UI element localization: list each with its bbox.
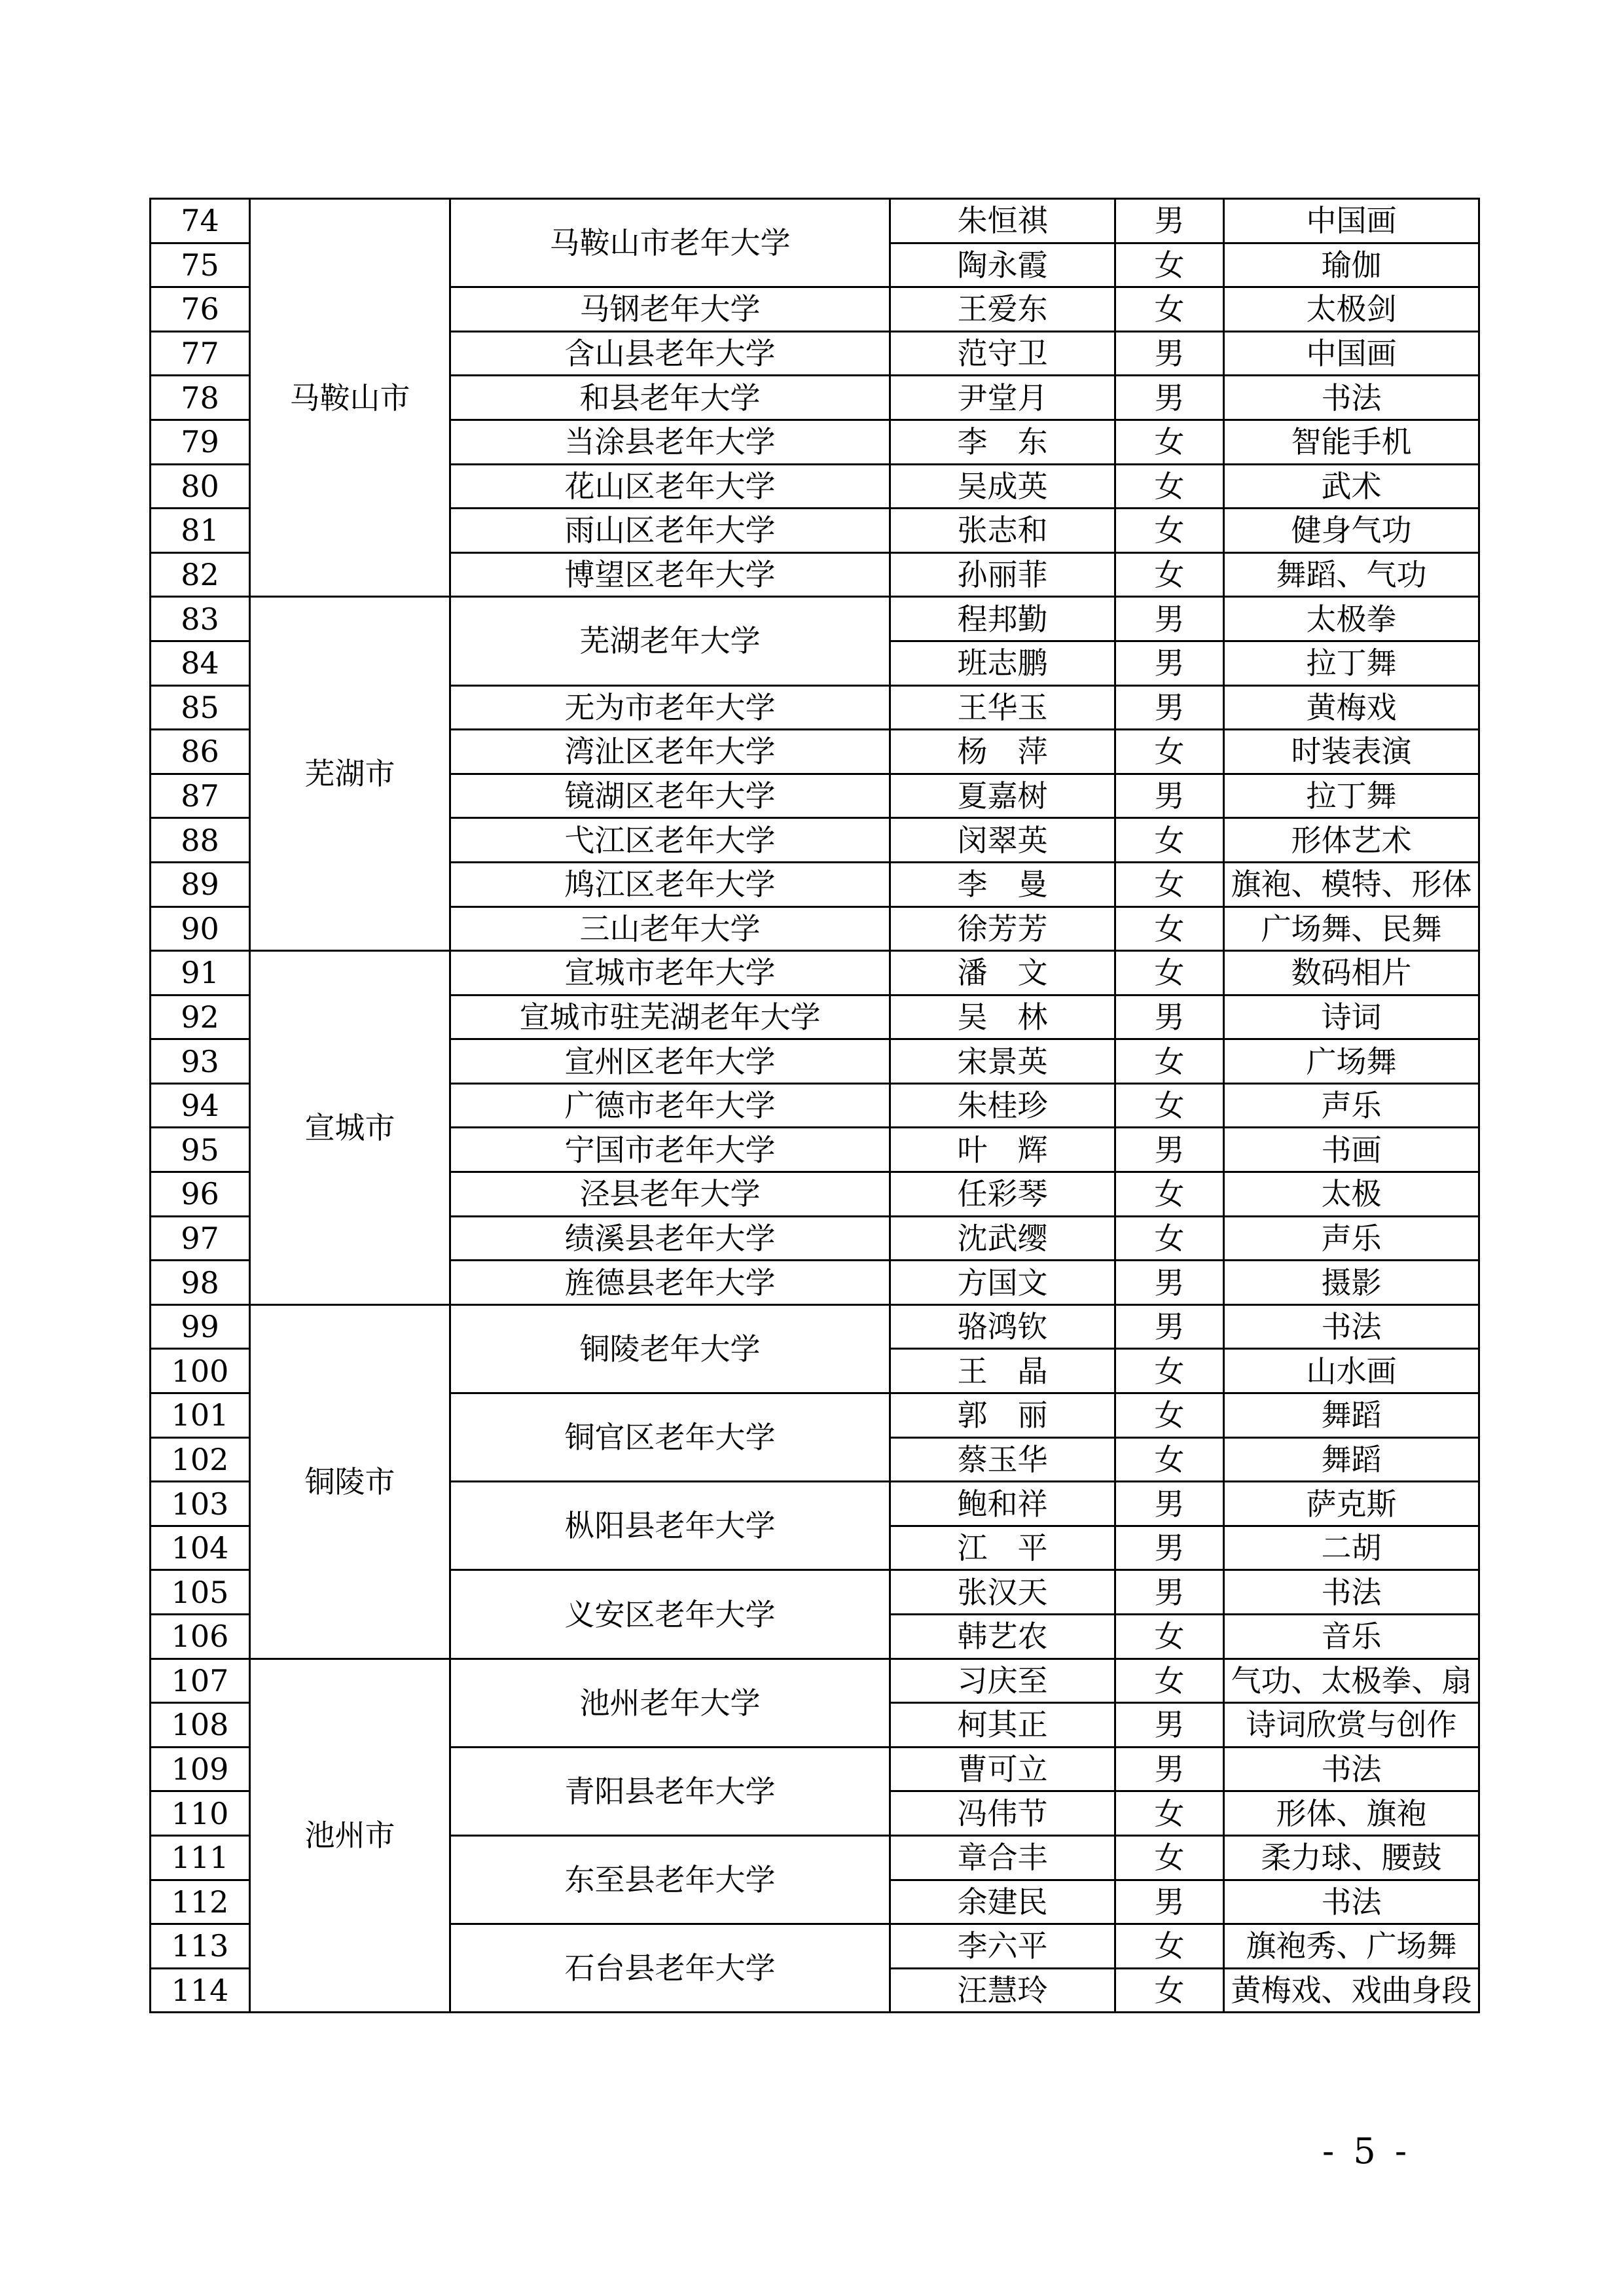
school-cell: 弋江区老年大学	[450, 818, 890, 863]
school-cell: 宣州区老年大学	[450, 1039, 890, 1084]
person-name-cell: 闵翠英	[890, 818, 1115, 863]
specialty-cell: 萨克斯	[1224, 1482, 1479, 1526]
row-number-cell: 83	[151, 597, 250, 641]
school-cell: 当涂县老年大学	[450, 420, 890, 464]
person-name-cell: 骆鸿钦	[890, 1304, 1115, 1349]
person-name-cell: 朱恒祺	[890, 199, 1115, 243]
specialty-cell: 书法	[1224, 1747, 1479, 1791]
school-cell: 芜湖老年大学	[450, 597, 890, 685]
person-name-cell: 吴 林	[890, 995, 1115, 1039]
person-name-cell: 方国文	[890, 1261, 1115, 1305]
person-name-cell: 章合丰	[890, 1835, 1115, 1880]
row-number-cell: 93	[151, 1039, 250, 1084]
school-cell: 博望区老年大学	[450, 552, 890, 597]
specialty-cell: 音乐	[1224, 1615, 1479, 1659]
school-cell: 马钢老年大学	[450, 287, 890, 332]
specialty-cell: 中国画	[1224, 199, 1479, 243]
person-name-cell: 沈武缨	[890, 1216, 1115, 1261]
gender-cell: 男	[1115, 1261, 1224, 1305]
specialty-cell: 山水画	[1224, 1349, 1479, 1393]
specialty-cell: 二胡	[1224, 1526, 1479, 1570]
specialty-cell: 气功、太极拳、扇	[1224, 1659, 1479, 1703]
row-number-cell: 92	[151, 995, 250, 1039]
city-cell: 池州市	[250, 1659, 450, 2013]
school-cell: 湾沚区老年大学	[450, 730, 890, 774]
table-row	[151, 1304, 1479, 1349]
gender-cell: 女	[1115, 1835, 1224, 1880]
gender-cell: 男	[1115, 1747, 1224, 1791]
gender-cell: 男	[1115, 685, 1224, 730]
gender-cell: 男	[1115, 1128, 1224, 1172]
row-number-cell: 103	[151, 1482, 250, 1526]
school-cell: 义安区老年大学	[450, 1570, 890, 1659]
person-name-cell: 江 平	[890, 1526, 1115, 1570]
person-name-cell: 习庆至	[890, 1659, 1115, 1703]
row-number-cell: 77	[151, 331, 250, 376]
school-cell: 广德市老年大学	[450, 1083, 890, 1128]
row-number-cell: 114	[151, 1968, 250, 2013]
gender-cell: 女	[1115, 1172, 1224, 1217]
row-number-cell: 79	[151, 420, 250, 464]
specialty-cell: 广场舞、民舞	[1224, 906, 1479, 951]
school-cell: 东至县老年大学	[450, 1835, 890, 1924]
gender-cell: 女	[1115, 552, 1224, 597]
gender-cell: 男	[1115, 995, 1224, 1039]
row-number-cell: 76	[151, 287, 250, 332]
specialty-cell: 舞蹈、气功	[1224, 552, 1479, 597]
person-name-cell: 尹堂月	[890, 376, 1115, 420]
specialty-cell: 中国画	[1224, 331, 1479, 376]
gender-cell: 女	[1115, 243, 1224, 287]
school-cell: 枞阳县老年大学	[450, 1482, 890, 1570]
person-name-cell: 李 曼	[890, 862, 1115, 906]
row-number-cell: 89	[151, 862, 250, 906]
school-cell: 花山区老年大学	[450, 464, 890, 509]
school-cell: 宣城市驻芜湖老年大学	[450, 995, 890, 1039]
specialty-cell: 书法	[1224, 1880, 1479, 1924]
gender-cell: 女	[1115, 1924, 1224, 1969]
gender-cell: 女	[1115, 287, 1224, 332]
page-number: - 5 -	[1322, 2130, 1411, 2172]
city-cell: 宣城市	[250, 951, 450, 1305]
gender-cell: 女	[1115, 818, 1224, 863]
specialty-cell: 柔力球、腰鼓	[1224, 1835, 1479, 1880]
person-name-cell: 程邦勤	[890, 597, 1115, 641]
school-cell: 石台县老年大学	[450, 1924, 890, 2013]
school-cell: 无为市老年大学	[450, 685, 890, 730]
table-row	[151, 951, 1479, 996]
gender-cell: 男	[1115, 376, 1224, 420]
specialty-cell: 声乐	[1224, 1083, 1479, 1128]
row-number-cell: 100	[151, 1349, 250, 1393]
specialty-cell: 书法	[1224, 1304, 1479, 1349]
gender-cell: 女	[1115, 1216, 1224, 1261]
school-cell: 雨山区老年大学	[450, 509, 890, 553]
person-name-cell: 陶永霞	[890, 243, 1115, 287]
row-number-cell: 96	[151, 1172, 250, 1217]
school-cell: 铜陵老年大学	[450, 1304, 890, 1393]
person-name-cell: 汪慧玲	[890, 1968, 1115, 2013]
gender-cell: 女	[1115, 1083, 1224, 1128]
row-number-cell: 97	[151, 1216, 250, 1261]
person-name-cell: 杨 萍	[890, 730, 1115, 774]
row-number-cell: 107	[151, 1659, 250, 1703]
school-cell: 旌德县老年大学	[450, 1261, 890, 1305]
specialty-cell: 舞蹈	[1224, 1437, 1479, 1482]
specialty-cell: 数码相片	[1224, 951, 1479, 996]
gender-cell: 女	[1115, 1437, 1224, 1482]
gender-cell: 男	[1115, 1703, 1224, 1748]
gender-cell: 男	[1115, 199, 1224, 243]
person-name-cell: 任彩琴	[890, 1172, 1115, 1217]
school-cell: 镜湖区老年大学	[450, 774, 890, 818]
row-number-cell: 98	[151, 1261, 250, 1305]
specialty-cell: 旗袍、模特、形体	[1224, 862, 1479, 906]
person-name-cell: 冯伟节	[890, 1791, 1115, 1836]
person-name-cell: 曹可立	[890, 1747, 1115, 1791]
school-cell: 马鞍山市老年大学	[450, 199, 890, 287]
gender-cell: 女	[1115, 951, 1224, 996]
table-row	[151, 1659, 1479, 1703]
row-number-cell: 78	[151, 376, 250, 420]
row-number-cell: 85	[151, 685, 250, 730]
school-cell: 和县老年大学	[450, 376, 890, 420]
row-number-cell: 90	[151, 906, 250, 951]
person-name-cell: 吴成英	[890, 464, 1115, 509]
person-name-cell: 李 东	[890, 420, 1115, 464]
city-cell: 马鞍山市	[250, 199, 450, 597]
school-cell: 青阳县老年大学	[450, 1747, 890, 1835]
gender-cell: 女	[1115, 1615, 1224, 1659]
person-name-cell: 徐芳芳	[890, 906, 1115, 951]
roster-body	[151, 199, 1479, 2013]
gender-cell: 女	[1115, 1039, 1224, 1084]
person-name-cell: 韩艺农	[890, 1615, 1115, 1659]
specialty-cell: 形体艺术	[1224, 818, 1479, 863]
gender-cell: 男	[1115, 774, 1224, 818]
row-number-cell: 91	[151, 951, 250, 996]
school-cell: 泾县老年大学	[450, 1172, 890, 1217]
gender-cell: 女	[1115, 1659, 1224, 1703]
gender-cell: 女	[1115, 420, 1224, 464]
person-name-cell: 王华玉	[890, 685, 1115, 730]
person-name-cell: 孙丽菲	[890, 552, 1115, 597]
school-cell: 鸠江区老年大学	[450, 862, 890, 906]
row-number-cell: 87	[151, 774, 250, 818]
row-number-cell: 110	[151, 1791, 250, 1836]
gender-cell: 男	[1115, 597, 1224, 641]
row-number-cell: 82	[151, 552, 250, 597]
row-number-cell: 101	[151, 1393, 250, 1438]
person-name-cell: 班志鹏	[890, 641, 1115, 685]
specialty-cell: 瑜伽	[1224, 243, 1479, 287]
person-name-cell: 鲍和祥	[890, 1482, 1115, 1526]
row-number-cell: 95	[151, 1128, 250, 1172]
row-number-cell: 106	[151, 1615, 250, 1659]
specialty-cell: 书画	[1224, 1128, 1479, 1172]
specialty-cell: 旗袍秀、广场舞	[1224, 1924, 1479, 1969]
row-number-cell: 104	[151, 1526, 250, 1570]
row-number-cell: 112	[151, 1880, 250, 1924]
gender-cell: 女	[1115, 862, 1224, 906]
specialty-cell: 形体、旗袍	[1224, 1791, 1479, 1836]
gender-cell: 男	[1115, 1526, 1224, 1570]
row-number-cell: 102	[151, 1437, 250, 1482]
row-number-cell: 111	[151, 1835, 250, 1880]
specialty-cell: 摄影	[1224, 1261, 1479, 1305]
city-cell: 铜陵市	[250, 1304, 450, 1659]
specialty-cell: 声乐	[1224, 1216, 1479, 1261]
gender-cell: 男	[1115, 1304, 1224, 1349]
specialty-cell: 太极	[1224, 1172, 1479, 1217]
specialty-cell: 黄梅戏	[1224, 685, 1479, 730]
row-number-cell: 74	[151, 199, 250, 243]
gender-cell: 男	[1115, 1570, 1224, 1615]
table-row	[151, 597, 1479, 641]
gender-cell: 女	[1115, 906, 1224, 951]
school-cell: 三山老年大学	[450, 906, 890, 951]
person-name-cell: 郭 丽	[890, 1393, 1115, 1438]
roster-table	[149, 198, 1480, 2013]
specialty-cell: 时装表演	[1224, 730, 1479, 774]
person-name-cell: 潘 文	[890, 951, 1115, 996]
gender-cell: 男	[1115, 1880, 1224, 1924]
gender-cell: 女	[1115, 509, 1224, 553]
specialty-cell: 太极剑	[1224, 287, 1479, 332]
row-number-cell: 94	[151, 1083, 250, 1128]
gender-cell: 女	[1115, 464, 1224, 509]
specialty-cell: 太极拳	[1224, 597, 1479, 641]
specialty-cell: 诗词	[1224, 995, 1479, 1039]
row-number-cell: 99	[151, 1304, 250, 1349]
person-name-cell: 李六平	[890, 1924, 1115, 1969]
person-name-cell: 柯其正	[890, 1703, 1115, 1748]
table-row	[151, 199, 1479, 243]
person-name-cell: 范守卫	[890, 331, 1115, 376]
row-number-cell: 108	[151, 1703, 250, 1748]
row-number-cell: 113	[151, 1924, 250, 1969]
school-cell: 宁国市老年大学	[450, 1128, 890, 1172]
school-cell: 绩溪县老年大学	[450, 1216, 890, 1261]
gender-cell: 女	[1115, 1393, 1224, 1438]
gender-cell: 男	[1115, 331, 1224, 376]
person-name-cell: 宋景英	[890, 1039, 1115, 1084]
specialty-cell: 拉丁舞	[1224, 641, 1479, 685]
person-name-cell: 朱桂珍	[890, 1083, 1115, 1128]
row-number-cell: 80	[151, 464, 250, 509]
specialty-cell: 广场舞	[1224, 1039, 1479, 1084]
gender-cell: 男	[1115, 641, 1224, 685]
specialty-cell: 拉丁舞	[1224, 774, 1479, 818]
row-number-cell: 109	[151, 1747, 250, 1791]
specialty-cell: 健身气功	[1224, 509, 1479, 553]
person-name-cell: 蔡玉华	[890, 1437, 1115, 1482]
gender-cell: 女	[1115, 1791, 1224, 1836]
specialty-cell: 智能手机	[1224, 420, 1479, 464]
school-cell: 宣城市老年大学	[450, 951, 890, 996]
row-number-cell: 81	[151, 509, 250, 553]
person-name-cell: 叶 辉	[890, 1128, 1115, 1172]
person-name-cell: 张志和	[890, 509, 1115, 553]
specialty-cell: 舞蹈	[1224, 1393, 1479, 1438]
row-number-cell: 75	[151, 243, 250, 287]
school-cell: 铜官区老年大学	[450, 1393, 890, 1482]
specialty-cell: 诗词欣赏与创作	[1224, 1703, 1479, 1748]
gender-cell: 女	[1115, 1968, 1224, 2013]
person-name-cell: 夏嘉树	[890, 774, 1115, 818]
specialty-cell: 书法	[1224, 1570, 1479, 1615]
specialty-cell: 书法	[1224, 376, 1479, 420]
person-name-cell: 王 晶	[890, 1349, 1115, 1393]
person-name-cell: 余建民	[890, 1880, 1115, 1924]
school-cell: 含山县老年大学	[450, 331, 890, 376]
row-number-cell: 105	[151, 1570, 250, 1615]
specialty-cell: 黄梅戏、戏曲身段	[1224, 1968, 1479, 2013]
person-name-cell: 王爱东	[890, 287, 1115, 332]
school-cell: 池州老年大学	[450, 1659, 890, 1747]
row-number-cell: 84	[151, 641, 250, 685]
row-number-cell: 86	[151, 730, 250, 774]
specialty-cell: 武术	[1224, 464, 1479, 509]
gender-cell: 男	[1115, 1482, 1224, 1526]
city-cell: 芜湖市	[250, 597, 450, 951]
gender-cell: 女	[1115, 730, 1224, 774]
person-name-cell: 张汉天	[890, 1570, 1115, 1615]
row-number-cell: 88	[151, 818, 250, 863]
gender-cell: 女	[1115, 1349, 1224, 1393]
